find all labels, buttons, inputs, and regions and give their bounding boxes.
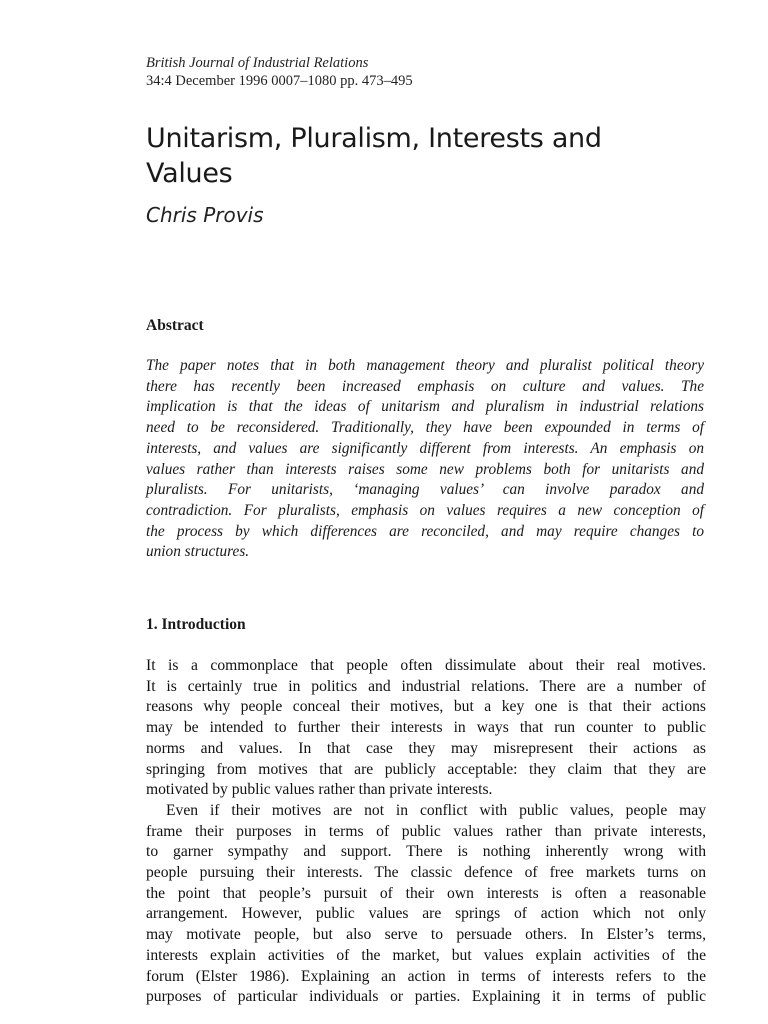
- body-line: reasons why people conceal their motives, but a key one is that their actions: [146, 698, 706, 716]
- title-line-2: Values: [146, 158, 233, 189]
- body-line: interests explain activities of the market, but values explain activities of the: [146, 946, 706, 964]
- body-line: purposes of particular individuals or parties. Explaining it in terms of public: [146, 988, 706, 1006]
- abstract-line: The paper notes that in both management theory and pluralist political theory: [146, 357, 704, 374]
- abstract-line: interests, and values are significantly different from interests. An emphasis on: [146, 439, 704, 457]
- body-line: norms and values. In that case they may misrepresent their actions as: [146, 739, 706, 757]
- body-line: springing from motives that are publicly acceptable: they claim that they are: [146, 760, 706, 778]
- journal-citation: 34:4 December 1996 0007–1080 pp. 473–495: [146, 73, 413, 89]
- abstract-line: need to be reconsidered. Traditionally, they have been expounded in terms of: [146, 419, 704, 437]
- body-line: frame their purposes in terms of public values rather than private interests,: [146, 822, 706, 840]
- abstract-text: [146, 356, 704, 563]
- body-line: forum (Elster 1986). Explaining an action in terms of interests refers to the: [146, 967, 706, 985]
- abstract-heading: Abstract: [146, 317, 204, 334]
- article-author: Chris Provis: [146, 203, 264, 227]
- abstract-line: there has recently been increased emphasis on culture and values. The: [146, 377, 704, 395]
- title-line-1: Unitarism, Pluralism, Interests and: [146, 123, 602, 154]
- article-title: [146, 121, 706, 191]
- body-line: people pursuing their interests. The classic defence of free markets turns on: [146, 864, 706, 882]
- introduction-body: [146, 656, 706, 1008]
- abstract-line: implication is that the ideas of unitarism and pluralism in industrial relations: [146, 398, 704, 416]
- abstract-line: pluralists. For unitarists, ‘managing values’ can involve paradox and: [146, 481, 704, 499]
- body-line: may be intended to further their interests in ways that run counter to public: [146, 719, 706, 737]
- abstract-line: values rather than interests raises some new problems both for unitarists and: [146, 460, 704, 478]
- body-line: Even if their motives are not in conflict with public values, people may: [166, 801, 706, 819]
- body-line: may motivate people, but also serve to persuade others. In Elster’s terms,: [146, 926, 706, 944]
- body-line: arrangement. However, public values are springs of action which not only: [146, 905, 706, 923]
- journal-header: [146, 54, 413, 90]
- body-line: It is a commonplace that people often dissimulate about their real motives.: [146, 657, 706, 674]
- abstract-line: union structures.: [146, 543, 250, 561]
- abstract-line: contradiction. For pluralists, emphasis on values requires a new conception of: [146, 501, 704, 519]
- introduction-heading: 1. Introduction: [146, 616, 246, 633]
- body-line: to garner sympathy and support. There is nothing inherently wrong with: [146, 843, 706, 861]
- abstract-line: the process by which differences are reconciled, and may require changes to: [146, 522, 704, 540]
- body-line: motivated by public values rather than private interests.: [146, 781, 493, 799]
- body-line: It is certainly true in politics and industrial relations. There are a number of: [146, 677, 706, 695]
- journal-name: British Journal of Industrial Relations: [146, 55, 369, 71]
- body-line: the point that people’s pursuit of their own interests is often a reasonable: [146, 884, 706, 902]
